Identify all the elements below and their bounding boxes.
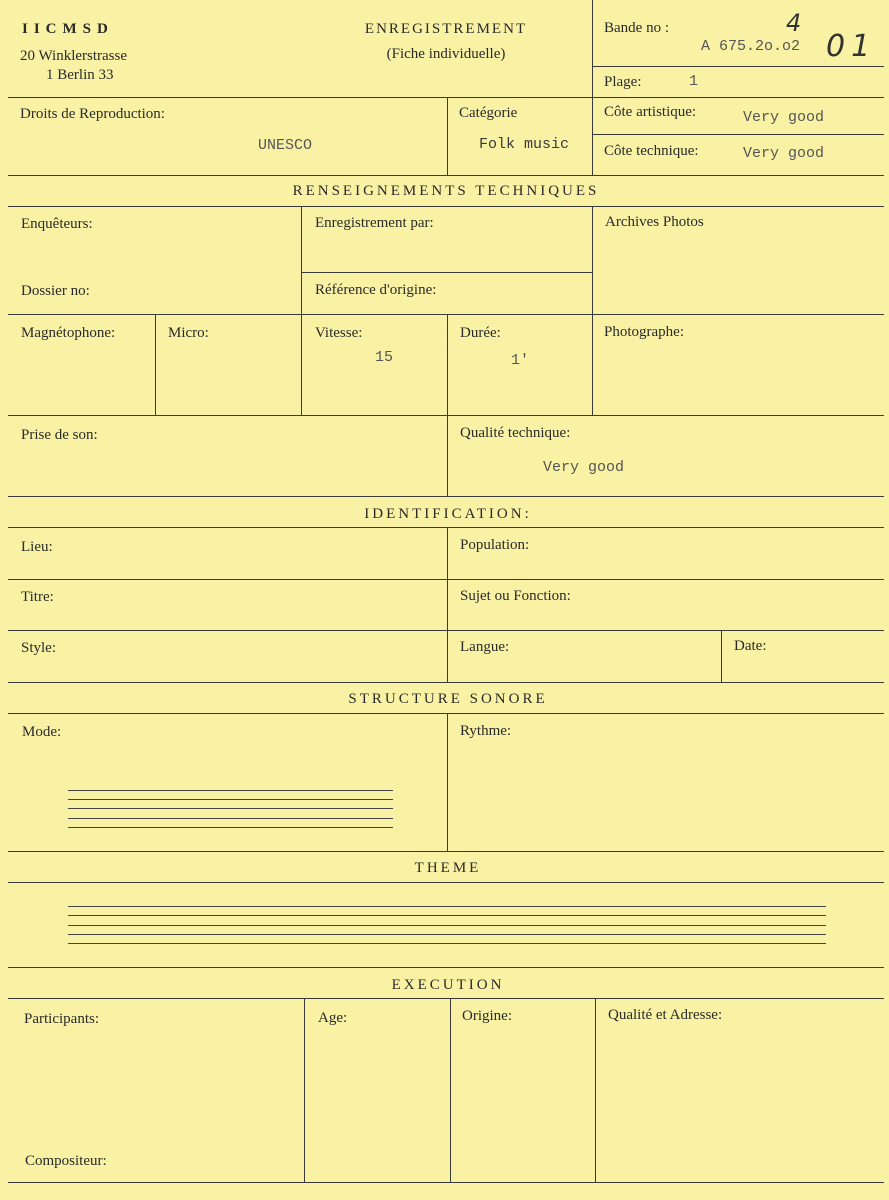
cote-technique-value: Very good bbox=[743, 145, 825, 162]
prise-bottom-line bbox=[8, 496, 884, 497]
structure-bottom-line bbox=[8, 851, 884, 852]
plage-label: Plage: bbox=[604, 74, 642, 90]
style-bottom-line bbox=[8, 682, 884, 683]
theme-staff-line bbox=[68, 934, 826, 935]
droits-value: UNESCO bbox=[258, 137, 313, 154]
reference-top-line bbox=[301, 272, 592, 273]
theme-bottom-line bbox=[8, 967, 884, 968]
theme-staff-line bbox=[68, 943, 826, 944]
org-address-line1: 20 Winklerstrasse bbox=[20, 48, 128, 64]
execution-section-title: EXECUTION bbox=[391, 977, 505, 993]
age-left-line bbox=[304, 998, 305, 1182]
execution-bottom-line bbox=[8, 1182, 884, 1183]
reference-label: Référence d'origine: bbox=[315, 282, 437, 298]
theme-staff-line bbox=[68, 925, 826, 926]
photographe-label: Photographe: bbox=[604, 324, 684, 340]
lieu-label: Lieu: bbox=[21, 539, 53, 555]
theme-staff-line bbox=[68, 915, 826, 916]
rythme-label: Rythme: bbox=[460, 723, 512, 739]
cote-divider-line bbox=[592, 134, 884, 135]
duree-label: Durée: bbox=[460, 325, 501, 341]
style-label: Style: bbox=[21, 640, 57, 656]
enqueteurs-label: Enquêteurs: bbox=[21, 216, 93, 232]
identification-title-line bbox=[8, 527, 884, 528]
origine-left-line bbox=[450, 998, 451, 1182]
archives-photos-label: Archives Photos bbox=[605, 214, 704, 230]
theme-staff-line bbox=[68, 906, 826, 907]
enregistrement-left-line bbox=[301, 206, 302, 314]
archives-left-line bbox=[592, 206, 593, 314]
origine-label: Origine: bbox=[462, 1008, 512, 1024]
lieu-bottom-line bbox=[8, 579, 884, 580]
duree-value: 1' bbox=[511, 352, 530, 369]
langue-label: Langue: bbox=[460, 639, 510, 655]
enregistrement-par-label: Enregistrement par: bbox=[315, 215, 434, 231]
identification-section-title: IDENTIFICATION: bbox=[364, 506, 532, 522]
org-address-line2: 1 Berlin 33 bbox=[46, 67, 114, 83]
mode-staff-line bbox=[68, 827, 393, 828]
cote-artistique-label: Côte artistique: bbox=[604, 104, 697, 120]
vitesse-value: 15 bbox=[375, 349, 394, 366]
dossier-label: Dossier no: bbox=[21, 283, 90, 299]
mode-staff-line bbox=[68, 790, 393, 791]
categorie-label: Catégorie bbox=[459, 105, 518, 121]
structure-title-line bbox=[8, 713, 884, 714]
bande-handwritten-suffix: 01 bbox=[826, 29, 877, 64]
mode-label: Mode: bbox=[22, 724, 62, 740]
rythme-left-line bbox=[447, 713, 448, 851]
categorie-left-line bbox=[447, 97, 448, 175]
equipment-bottom-line bbox=[8, 415, 884, 416]
header-bottom-line bbox=[8, 97, 884, 98]
titre-bottom-line bbox=[8, 630, 884, 631]
dossier-bottom-line bbox=[8, 314, 884, 315]
age-label: Age: bbox=[318, 1010, 348, 1026]
droits-label: Droits de Reproduction: bbox=[20, 106, 165, 122]
vitesse-label: Vitesse: bbox=[315, 325, 363, 341]
technical-title-line bbox=[8, 206, 884, 207]
qualite-technique-value: Very good bbox=[543, 459, 625, 476]
categorie-value: Folk music bbox=[479, 136, 570, 153]
plage-top-line bbox=[592, 66, 884, 67]
identification-divider bbox=[447, 527, 448, 682]
technical-section-title: RENSEIGNEMENTS TECHNIQUES bbox=[292, 183, 600, 199]
compositeur-label: Compositeur: bbox=[25, 1153, 107, 1169]
rights-bottom-line bbox=[8, 175, 884, 176]
mode-staff-line bbox=[68, 818, 393, 819]
form-subtitle: (Fiche individuelle) bbox=[386, 46, 506, 62]
sujet-label: Sujet ou Fonction: bbox=[460, 588, 571, 604]
mode-staff-line bbox=[68, 808, 393, 809]
cote-technique-label: Côte technique: bbox=[604, 143, 699, 159]
plage-value: 1 bbox=[689, 73, 699, 90]
bande-value: A 675.2o.o2 bbox=[701, 38, 801, 55]
photographe-left-line bbox=[592, 314, 593, 416]
population-label: Population: bbox=[460, 537, 530, 553]
bande-handwritten-number: 4 bbox=[786, 9, 802, 37]
qualite-adresse-label: Qualité et Adresse: bbox=[608, 1007, 723, 1023]
mode-staff-line bbox=[68, 799, 393, 800]
qualite-adresse-left-line bbox=[595, 998, 596, 1182]
execution-title-line bbox=[8, 998, 884, 999]
micro-label: Micro: bbox=[168, 325, 209, 341]
qualite-left-line bbox=[447, 415, 448, 497]
date-left-line bbox=[721, 630, 722, 682]
theme-section-title: THEME bbox=[414, 860, 482, 876]
participants-label: Participants: bbox=[24, 1011, 99, 1027]
org-logo: IICMSD bbox=[22, 21, 114, 37]
theme-title-line bbox=[8, 882, 884, 883]
form-title: ENREGISTREMENT bbox=[364, 21, 528, 37]
cote-artistique-value: Very good bbox=[743, 109, 825, 126]
vitesse-left-line bbox=[301, 314, 302, 416]
magnetophone-label: Magnétophone: bbox=[21, 325, 116, 341]
bande-label: Bande no : bbox=[604, 20, 669, 36]
qualite-technique-label: Qualité technique: bbox=[460, 425, 571, 441]
duree-left-line bbox=[447, 314, 448, 416]
titre-label: Titre: bbox=[21, 589, 54, 605]
header-divider bbox=[592, 0, 593, 175]
prise-label: Prise de son: bbox=[21, 427, 98, 443]
micro-left-line bbox=[155, 314, 156, 416]
date-label: Date: bbox=[734, 638, 767, 654]
structure-section-title: STRUCTURE SONORE bbox=[348, 691, 548, 707]
